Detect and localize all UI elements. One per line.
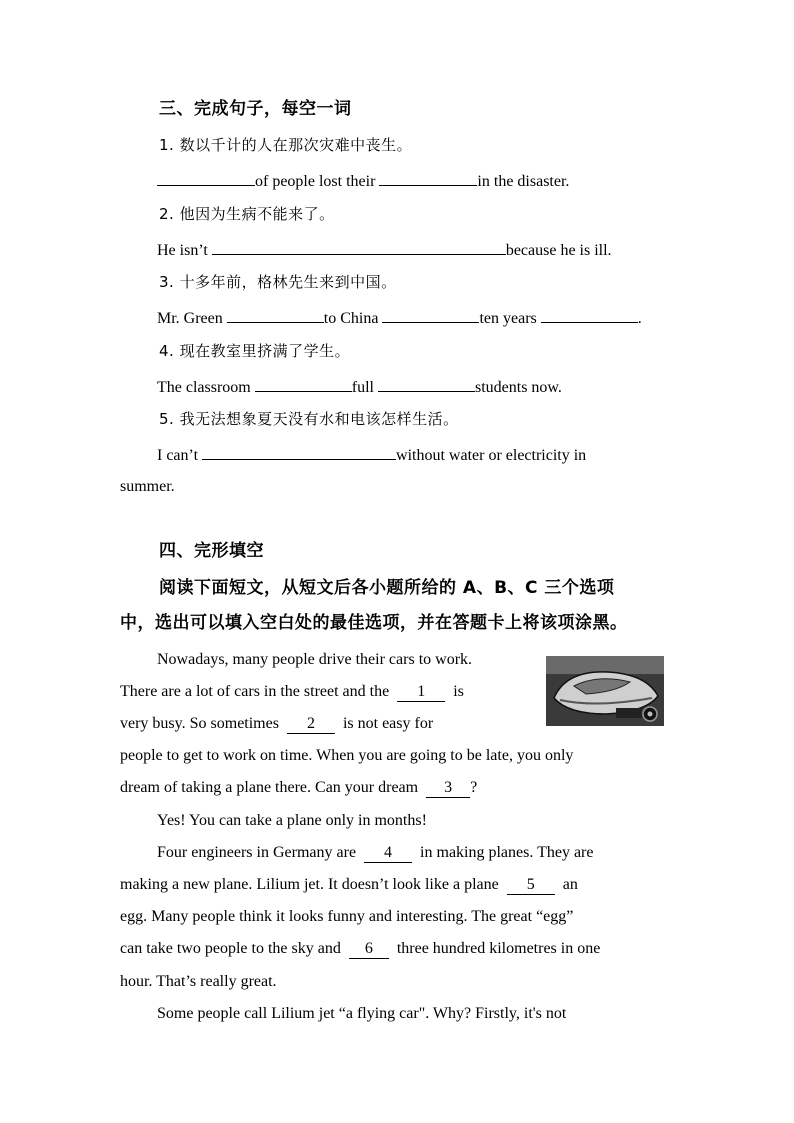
item4-chinese: 4. 现在教室里挤满了学生。 — [159, 342, 351, 360]
cloze-blank-4[interactable]: 4 — [364, 844, 412, 863]
sentence-text: because he is ill. — [505, 242, 612, 259]
passage-text: is not easy for — [342, 715, 434, 732]
section4-title: 四、完形填空 — [159, 541, 264, 561]
passage-line-11: hour. That’s really great. — [120, 973, 277, 990]
car-photo-icon — [546, 656, 664, 726]
passage-line-3 — [120, 714, 433, 734]
answer-blank[interactable] — [378, 376, 475, 392]
passage-text: can take two people to the sky and — [120, 940, 341, 957]
passage-line-10 — [120, 939, 600, 959]
sentence-text: I can’t — [157, 447, 199, 464]
sentence-text: ten years — [479, 310, 537, 327]
sentence-text: The classroom — [157, 379, 251, 396]
passage-text: ? — [470, 779, 478, 796]
answer-blank[interactable] — [202, 444, 396, 460]
passage-text: very busy. So sometimes — [120, 715, 279, 732]
instruction-line-2: 中，选出可以填入空白处的最佳选项，并在答题卡上将该项涂黑。 — [120, 613, 628, 633]
sentence-text: without water or electricity in — [396, 447, 587, 464]
sentence-text: . — [637, 310, 642, 327]
sentence-text: of people lost their — [255, 173, 376, 190]
passage-line-1: Nowadays, many people drive their cars to work. — [157, 651, 473, 668]
passage-text: in making planes. They are — [420, 844, 594, 861]
answer-blank[interactable] — [212, 239, 506, 255]
passage-line-9: egg. Many people think it looks funny and interesting. The great “egg” — [120, 908, 574, 925]
sentence-text: full — [351, 379, 374, 396]
answer-blank[interactable] — [379, 170, 477, 186]
cloze-blank-3[interactable]: 3 — [426, 779, 470, 798]
passage-text: There are a lot of cars in the street and the — [120, 683, 390, 700]
item3-english — [157, 307, 642, 329]
item5-english-continued: summer. — [120, 478, 175, 495]
section3-title: 三、完成句子，每空一词 — [159, 99, 352, 119]
cloze-blank-6[interactable]: 6 — [349, 940, 389, 959]
passage-line-5 — [120, 778, 477, 798]
answer-blank[interactable] — [541, 307, 638, 323]
passage-text: an — [562, 876, 578, 893]
cloze-blank-2[interactable]: 2 — [287, 715, 335, 734]
sentence-text: in the disaster. — [477, 173, 570, 190]
item5-chinese: 5. 我无法想象夏天没有水和电该怎样生活。 — [159, 410, 459, 428]
passage-text: dream of taking a plane there. Can your dream — [120, 779, 419, 796]
passage-line-2 — [120, 682, 464, 702]
passage-text: Four engineers in Germany are — [157, 844, 357, 861]
instruction-line-1: 阅读下面短文，从短文后各小题所给的 A、B、C 三个选项 — [159, 578, 615, 598]
item1-english — [157, 170, 569, 192]
answer-blank[interactable] — [157, 170, 255, 186]
passage-line-8 — [120, 875, 578, 895]
sentence-text: to China — [323, 310, 379, 327]
answer-blank[interactable] — [227, 307, 324, 323]
item2-english — [157, 239, 612, 261]
cloze-blank-1[interactable]: 1 — [397, 683, 445, 702]
passage-line-7 — [157, 843, 593, 863]
item2-chinese: 2. 他因为生病不能来了。 — [159, 205, 335, 223]
item5-english — [157, 444, 586, 466]
passage-line-6: Yes! You can take a plane only in months! — [157, 812, 427, 829]
passage-text: is — [453, 683, 464, 700]
item4-english — [157, 376, 562, 398]
sentence-text: students now. — [474, 379, 562, 396]
passage-line-4: people to get to work on time. When you are going to be late, you only — [120, 747, 574, 764]
item3-chinese: 3. 十多年前，格林先生来到中国。 — [159, 273, 397, 291]
item1-chinese: 1. 数以千计的人在那次灾难中丧生。 — [159, 136, 413, 154]
sentence-text: He isn’t — [157, 242, 208, 259]
sentence-text: Mr. Green — [157, 310, 223, 327]
answer-blank[interactable] — [382, 307, 479, 323]
passage-line-12: Some people call Lilium jet “a flying car". Why? Firstly, it's not — [157, 1005, 567, 1022]
cloze-blank-5[interactable]: 5 — [507, 876, 555, 895]
passage-text: making a new plane. Lilium jet. It doesn’t look like a plane — [120, 876, 499, 893]
answer-blank[interactable] — [255, 376, 352, 392]
passage-text: three hundred kilometres in one — [396, 940, 601, 957]
